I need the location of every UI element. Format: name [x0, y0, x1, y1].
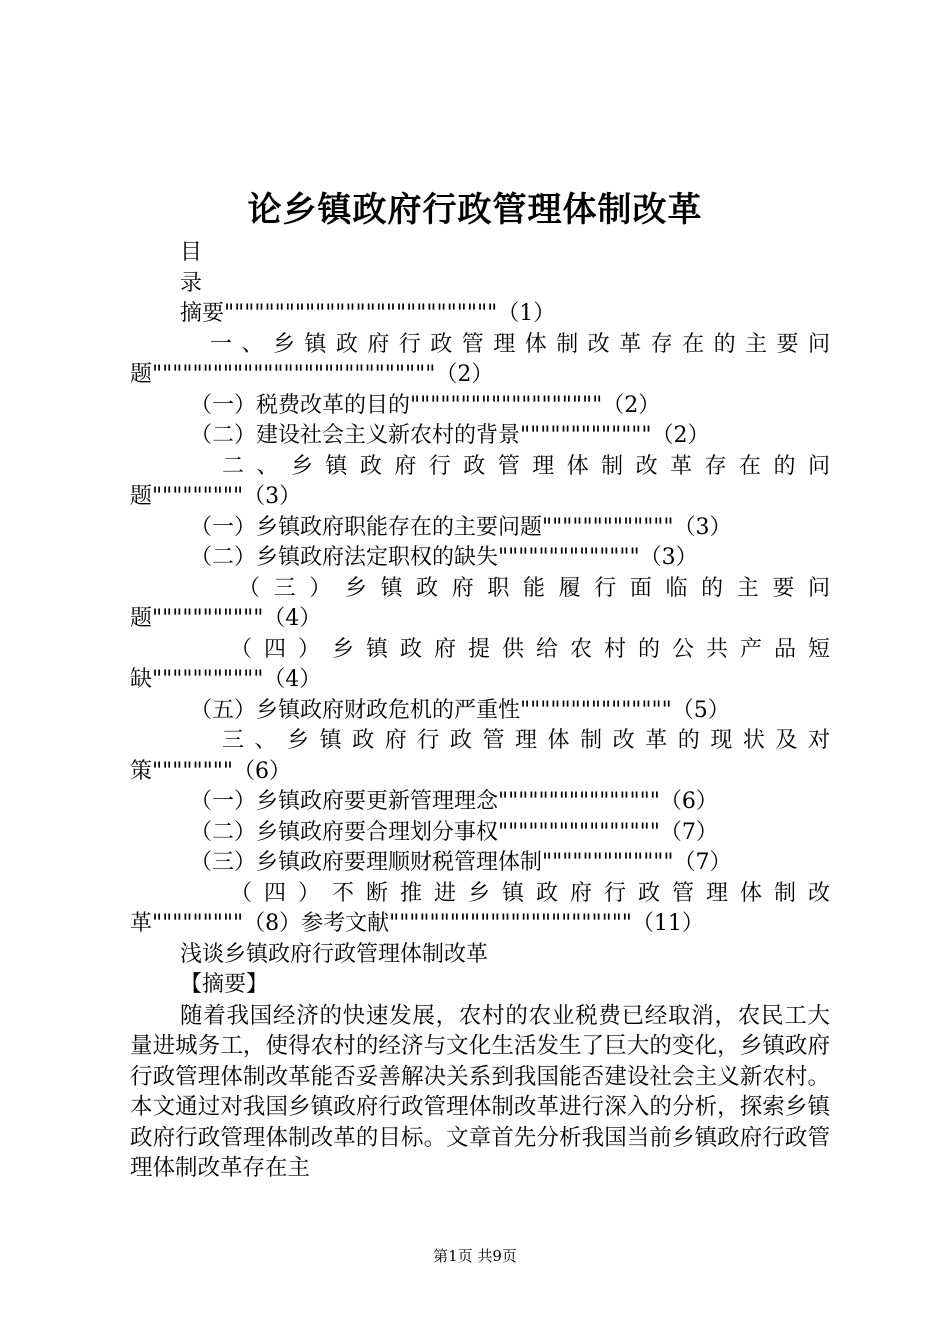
toc-entry-section-1: 一、乡镇政府行政管理体制改革存在的主要问: [210, 331, 830, 357]
toc-entry-2-2: （二）乡镇政府法定职权的缺失""""""""""""""（3）: [190, 545, 698, 570]
toc-heading-line-2: 录: [180, 270, 203, 296]
toc-entry-section-3: 三、乡镇政府行政管理体制改革的现状及对: [222, 728, 830, 753]
page-footer: 第1页 共9页: [433, 1247, 517, 1265]
document-body: [130, 238, 830, 1184]
toc-entry-section-2: 二、乡镇政府行政管理体制改革存在的问: [222, 453, 830, 479]
article-subtitle: 浅谈乡镇政府行政管理体制改革: [180, 941, 489, 967]
toc-entry-2-4: （四）乡镇政府提供给农村的公共产品短: [230, 636, 830, 662]
toc-entry-2-3: （三）乡镇政府职能履行面临的主要问: [238, 575, 830, 601]
toc-entry-abstract: 摘要"""""""""""""""""""""""""""（1）: [180, 301, 556, 326]
document-title: 论乡镇政府行政管理体制改革: [247, 190, 703, 230]
toc-entry-1-2: （二）建设社会主义新农村的背景"""""""""""""（2）: [190, 423, 710, 448]
toc-entry-section-2-cont: 题"""""""""（3）: [130, 484, 302, 509]
abstract-label: 【摘要】: [180, 972, 269, 997]
toc-entry-2-4-cont: 缺"""""""""""（4）: [130, 667, 322, 692]
toc-entry-3-2: （二）乡镇政府要合理划分事权""""""""""""""""（7）: [190, 819, 718, 845]
abstract-paragraph: 随着我国经济的快速发展，农村的农业税费已经取消，农民工大量进城务工，使得农村的经济与文化生活发生了巨大的变化，乡镇政府行政管理体制改革能否妥善解决关系到我国能否建设社会主义新农村。本文通过对我国乡镇政府行政管理体制改革进行深入的分析，探索乡镇政府行政管理体制改革的目标。文章首先分析我国当前乡镇政府行政管理体制改革存在主: [130, 1002, 830, 1181]
toc-entry-3-1: （一）乡镇政府要更新管理理念""""""""""""""""（6）: [190, 789, 718, 814]
toc-heading-line-1: 目: [180, 240, 203, 265]
toc-entry-3-3: （三）乡镇政府要理顺财税管理体制"""""""""""""（7）: [190, 850, 732, 875]
toc-entry-3-4-cont: 革"""""""""（8）参考文献""""""""""""""""""""""""（11）: [130, 911, 704, 936]
toc-entry-2-3-cont: 题"""""""""""（4）: [130, 606, 322, 631]
toc-entry-2-1: （一）乡镇政府职能存在的主要问题"""""""""""""（3）: [190, 514, 732, 540]
toc-entry-section-1-cont: 题""""""""""""""""""""""""""""（2）: [130, 362, 494, 387]
toc-entry-3-4: （四）不断推进乡镇政府行政管理体制改: [230, 880, 830, 906]
toc-entry-2-5: （五）乡镇政府财政危机的严重性"""""""""""""""（5）: [190, 697, 730, 723]
toc-entry-section-3-cont: 策""""""""（6）: [130, 758, 291, 784]
toc-entry-1-1: （一）税费改革的目的"""""""""""""""""""（2）: [190, 392, 661, 418]
